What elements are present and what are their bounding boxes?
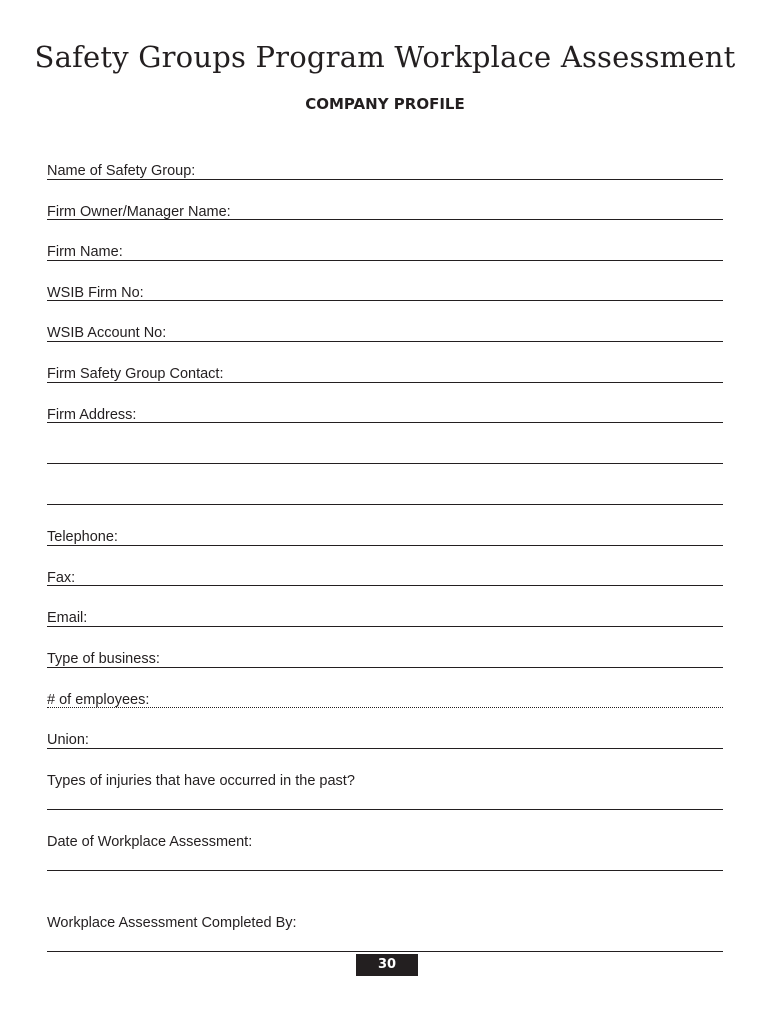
past-injuries-label: Types of injuries that have occurred in the past?: [47, 773, 355, 789]
email-label: Email:: [47, 610, 88, 626]
union-line: [47, 748, 723, 749]
safety-group-contact-line: [47, 382, 723, 383]
telephone-field[interactable]: [47, 526, 723, 546]
past-injuries-line[interactable]: [47, 809, 723, 810]
employees-label: # of employees:: [47, 692, 150, 708]
email-line: [47, 626, 723, 627]
firm-name-label: Firm Name:: [47, 244, 123, 260]
firm-address-line-1: [47, 422, 723, 423]
safety-group-contact-field[interactable]: [47, 363, 723, 383]
type-of-business-label: Type of business:: [47, 651, 160, 667]
fax-line: [47, 585, 723, 586]
assessment-date-label: Date of Workplace Assessment:: [47, 834, 253, 850]
fax-field[interactable]: [47, 567, 723, 587]
document-title: Safety Groups Program Workplace Assessment: [34, 40, 736, 74]
owner-manager-field[interactable]: [47, 201, 723, 221]
past-injuries-field: [47, 770, 723, 790]
wsib-firm-no-label: WSIB Firm No:: [47, 285, 144, 301]
page-number-badge: 30: [356, 954, 418, 976]
firm-address-line-3[interactable]: [47, 504, 723, 505]
owner-manager-line: [47, 219, 723, 220]
employees-line: [47, 707, 723, 708]
employees-field[interactable]: [47, 689, 723, 709]
union-field[interactable]: [47, 729, 723, 749]
completed-by-label: Workplace Assessment Completed By:: [47, 915, 297, 931]
safety-group-line: [47, 179, 723, 180]
safety-group-label: Name of Safety Group:: [47, 163, 196, 179]
firm-name-field[interactable]: [47, 241, 723, 261]
firm-address-label: Firm Address:: [47, 407, 137, 423]
type-of-business-line: [47, 667, 723, 668]
firm-address-field[interactable]: [47, 404, 723, 424]
wsib-firm-no-field[interactable]: [47, 282, 723, 302]
wsib-account-no-field[interactable]: [47, 322, 723, 342]
firm-address-line-2[interactable]: [47, 463, 723, 464]
wsib-account-no-line: [47, 341, 723, 342]
assessment-date-field: [47, 831, 723, 851]
assessment-date-line[interactable]: [47, 870, 723, 871]
completed-by-line[interactable]: [47, 951, 723, 952]
section-heading: COMPANY PROFILE: [305, 95, 465, 113]
firm-name-line: [47, 260, 723, 261]
owner-manager-label: Firm Owner/Manager Name:: [47, 204, 231, 220]
wsib-account-no-label: WSIB Account No:: [47, 325, 167, 341]
fax-label: Fax:: [47, 570, 76, 586]
safety-group-field[interactable]: [47, 160, 723, 180]
email-field[interactable]: [47, 607, 723, 627]
safety-group-contact-label: Firm Safety Group Contact:: [47, 366, 224, 382]
completed-by-field: [47, 912, 723, 932]
telephone-label: Telephone:: [47, 529, 118, 545]
union-label: Union:: [47, 732, 89, 748]
type-of-business-field[interactable]: [47, 648, 723, 668]
telephone-line: [47, 545, 723, 546]
wsib-firm-no-line: [47, 300, 723, 301]
